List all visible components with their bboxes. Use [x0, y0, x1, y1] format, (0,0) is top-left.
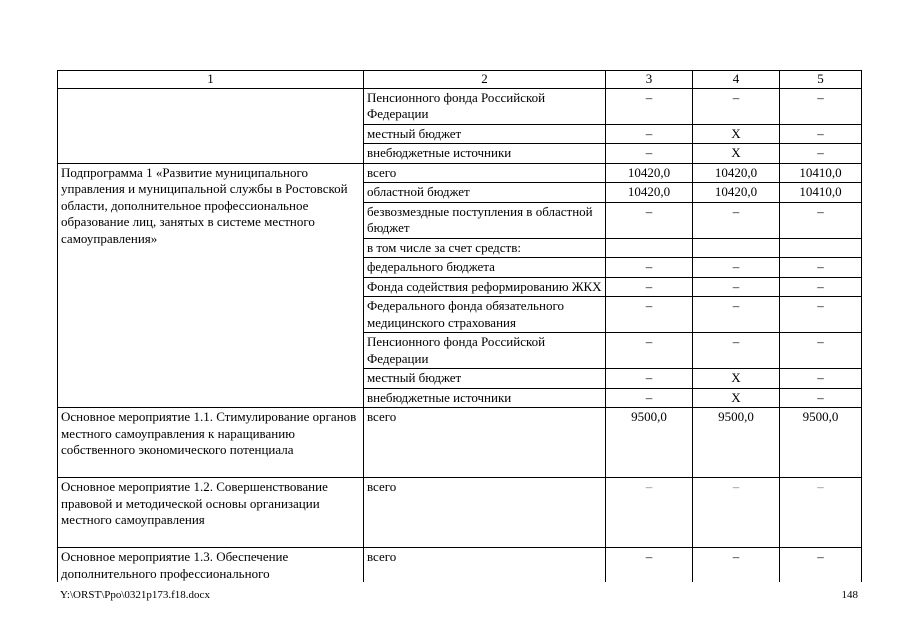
- value-cell: –: [606, 548, 693, 583]
- continuation-name-cell: [58, 88, 364, 163]
- header-cell-2: 2: [364, 71, 606, 89]
- value-cell: –: [780, 277, 862, 297]
- value-cell: –: [780, 388, 862, 408]
- value-cell: –: [780, 202, 862, 238]
- source-cell: безвозмездные поступления в областной бюджет: [364, 202, 606, 238]
- value-cell: –: [780, 478, 862, 548]
- source-cell: Пенсионного фонда Российской Федерации: [364, 88, 606, 124]
- source-cell: Фонда содействия реформированию ЖКХ: [364, 277, 606, 297]
- header-cell-5: 5: [780, 71, 862, 89]
- source-cell: внебюджетные источники: [364, 144, 606, 164]
- source-cell: в том числе за счет средств:: [364, 238, 606, 258]
- source-cell: всего: [364, 548, 606, 583]
- value-cell: [780, 238, 862, 258]
- value-cell: –: [780, 124, 862, 144]
- value-cell: 10420,0: [693, 163, 780, 183]
- measure-name-cell: Основное мероприятие 1.1. Стимулирование органов местного самоуправления к наращиванию собственного экономического потенциала: [58, 408, 364, 478]
- table-row: [58, 408, 862, 478]
- value-cell: –: [780, 258, 862, 278]
- value-cell: –: [606, 258, 693, 278]
- value-cell: –: [693, 202, 780, 238]
- header-cell-3: 3: [606, 71, 693, 89]
- value-cell: –: [693, 478, 780, 548]
- value-cell: –: [693, 277, 780, 297]
- value-cell: –: [693, 88, 780, 124]
- value-cell: 9500,0: [606, 408, 693, 478]
- value-cell: 10410,0: [780, 183, 862, 203]
- value-cell: 9500,0: [780, 408, 862, 478]
- table-header-row: [58, 71, 862, 89]
- value-cell: 10410,0: [780, 163, 862, 183]
- table-row: [58, 163, 862, 183]
- value-cell: –: [780, 144, 862, 164]
- measure-name-cell: Основное мероприятие 1.2. Совершенствование правовой и методической основы организации местного самоуправления: [58, 478, 364, 548]
- value-cell: [606, 238, 693, 258]
- value-cell: 9500,0: [693, 408, 780, 478]
- value-cell: 10420,0: [606, 163, 693, 183]
- value-cell: Х: [693, 124, 780, 144]
- value-cell: –: [780, 333, 862, 369]
- source-cell: всего: [364, 163, 606, 183]
- source-cell: областной бюджет: [364, 183, 606, 203]
- value-cell: –: [693, 548, 780, 583]
- source-cell: Федерального фонда обязательного медицинского страхования: [364, 297, 606, 333]
- budget-table: [57, 70, 862, 582]
- value-cell: –: [606, 88, 693, 124]
- source-cell: всего: [364, 478, 606, 548]
- value-cell: –: [606, 478, 693, 548]
- source-cell: местный бюджет: [364, 124, 606, 144]
- value-cell: Х: [693, 144, 780, 164]
- subprogram-name-cell: Подпрограмма 1 «Развитие муниципального управления и муниципальной службы в Ростовской области, дополнительное профессиональное образование лиц, занятых в системе местного самоуправления»: [58, 163, 364, 408]
- value-cell: –: [693, 297, 780, 333]
- table-row: [58, 88, 862, 124]
- value-cell: –: [693, 333, 780, 369]
- value-cell: [693, 238, 780, 258]
- measure-name-cell: Основное мероприятие 1.3. Обеспечение дополнительного профессионального: [58, 548, 364, 583]
- value-cell: 10420,0: [606, 183, 693, 203]
- value-cell: –: [780, 88, 862, 124]
- value-cell: Х: [693, 369, 780, 389]
- value-cell: –: [606, 144, 693, 164]
- value-cell: 10420,0: [693, 183, 780, 203]
- source-cell: местный бюджет: [364, 369, 606, 389]
- footer-file-path: Y:\ORST\Ppo\0321p173.f18.docx: [60, 589, 210, 601]
- header-cell-4: 4: [693, 71, 780, 89]
- header-cell-1: 1: [58, 71, 364, 89]
- value-cell: Х: [693, 388, 780, 408]
- table-row: [58, 478, 862, 548]
- value-cell: –: [606, 297, 693, 333]
- value-cell: –: [780, 369, 862, 389]
- value-cell: –: [606, 333, 693, 369]
- source-cell: Пенсионного фонда Российской Федерации: [364, 333, 606, 369]
- value-cell: –: [780, 548, 862, 583]
- source-cell: внебюджетные источники: [364, 388, 606, 408]
- source-cell: всего: [364, 408, 606, 478]
- value-cell: –: [606, 369, 693, 389]
- value-cell: –: [780, 297, 862, 333]
- footer-page-number: 148: [841, 589, 858, 601]
- value-cell: –: [693, 258, 780, 278]
- table-row: [58, 548, 862, 583]
- value-cell: –: [606, 388, 693, 408]
- value-cell: –: [606, 277, 693, 297]
- value-cell: –: [606, 124, 693, 144]
- value-cell: –: [606, 202, 693, 238]
- source-cell: федерального бюджета: [364, 258, 606, 278]
